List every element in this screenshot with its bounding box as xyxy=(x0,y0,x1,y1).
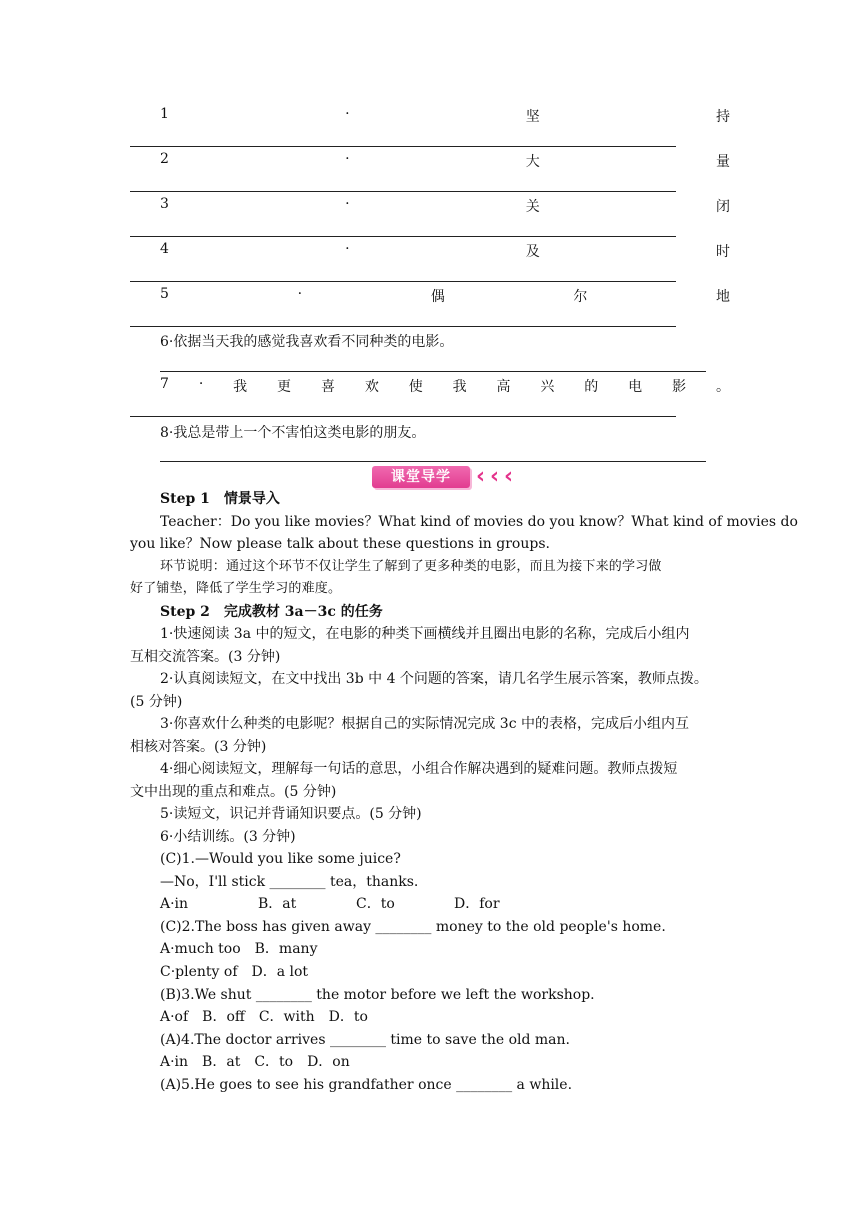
exercise-item-2 xyxy=(160,151,730,171)
option: D．for xyxy=(454,896,500,912)
exercise-item-4 xyxy=(160,241,730,261)
question-4-options: A·in B．at C．to D．on xyxy=(160,1054,350,1070)
teacher-line-1: Teacher：Do you like movies？What kind of movies do you know？What kind of movies do xyxy=(160,514,798,530)
question-3-options: A·of B．off C．with D．to xyxy=(160,1009,368,1025)
item-char: 坚 xyxy=(525,109,540,125)
task2-line-2: (5 分钟) xyxy=(130,694,183,710)
item-dot: · xyxy=(345,151,350,167)
item-char: 地 xyxy=(716,289,730,305)
answer-line xyxy=(130,326,676,327)
chevron-left-icon: ‹ xyxy=(504,464,514,489)
item-char: 7 xyxy=(160,376,169,392)
exercise-item-6: 6·依据当天我的感觉我喜欢看不同种类的电影。 xyxy=(160,334,454,350)
task2-line-1: 2·认真阅读短文，在文中找出 3b 中 4 个问题的答案，请几名学生展示答案，教师点拨。 xyxy=(160,671,708,687)
item-char: 时 xyxy=(715,244,730,260)
step2-title: Step 2 完成教材 3a－3c 的任务 xyxy=(160,604,383,620)
answer-line xyxy=(160,371,706,372)
question-1: (C)1.—Would you like some juice? xyxy=(160,851,401,867)
task1-line-2: 互相交流答案。(3 分钟) xyxy=(130,649,281,665)
item-char: 电 xyxy=(628,379,643,395)
section-banner xyxy=(372,464,522,490)
answer-line xyxy=(130,236,676,237)
item-dot: · xyxy=(345,196,350,212)
question-2: (C)2.The boss has given away ________ money to the old people's home. xyxy=(160,919,666,935)
chevron-left-icon: ‹ xyxy=(476,464,486,489)
option: C．to xyxy=(356,896,395,912)
item-char: 关 xyxy=(525,199,540,215)
exercise-item-8: 8·我总是带上一个不害怕这类电影的朋友。 xyxy=(160,425,426,441)
item-char: 高 xyxy=(496,379,511,395)
chevron-left-icon: ‹ xyxy=(490,464,500,489)
item-char: · xyxy=(198,376,204,392)
item-dot: · xyxy=(345,106,350,122)
item-char: 量 xyxy=(715,154,730,170)
item-dot: · xyxy=(297,286,303,302)
item-char: 的 xyxy=(584,379,599,395)
item-number: 2 xyxy=(160,151,169,167)
item-char: 。 xyxy=(715,379,730,395)
answer-line xyxy=(130,416,676,417)
answer-line xyxy=(130,281,676,282)
task5: 5·读短文，识记并背诵知识要点。(5 分钟) xyxy=(160,806,422,822)
item-char: 闭 xyxy=(715,199,730,215)
item-char: 使 xyxy=(408,379,423,395)
exercise-item-7 xyxy=(160,376,730,396)
task3-line-1: 3·你喜欢什么种类的电影呢？根据自己的实际情况完成 3c 中的表格，完成后小组内互 xyxy=(160,716,690,732)
item-char: 及 xyxy=(525,244,540,260)
answer-line xyxy=(130,191,676,192)
exercise-item-5 xyxy=(160,286,730,306)
item-char: 尔 xyxy=(573,289,588,305)
teacher-line-2: you like？Now please talk about these questions in groups. xyxy=(130,536,550,552)
item-number: 1 xyxy=(160,106,169,122)
exercise-item-3 xyxy=(160,196,730,216)
note-line-2: 好了铺垫，降低了学生学习的难度。 xyxy=(130,581,342,596)
item-char: 欢 xyxy=(364,379,379,395)
item-char: 更 xyxy=(277,379,292,395)
task4-line-1: 4·细心阅读短文，理解每一句话的意思，小组合作解决遇到的疑难问题。教师点拨短 xyxy=(160,761,678,777)
task4-line-2: 文中出现的重点和难点。(5 分钟) xyxy=(130,784,337,800)
item-char: 我 xyxy=(452,379,467,395)
option: B．at xyxy=(258,896,297,912)
question-1-reply: —No，I'll stick ________ tea，thanks. xyxy=(160,874,419,890)
item-char: 兴 xyxy=(540,379,555,395)
task6: 6·小结训练。(3 分钟) xyxy=(160,829,296,845)
item-char: 持 xyxy=(715,109,730,125)
item-char: 偶 xyxy=(430,289,445,305)
item-char: 大 xyxy=(525,154,540,170)
task1-line-1: 1·快速阅读 3a 中的短文，在电影的种类下画横线并且圈出电影的名称，完成后小组内 xyxy=(160,626,690,642)
banner-title: 课堂导学 xyxy=(391,469,451,485)
item-char: 我 xyxy=(233,379,248,395)
exercise-item-1 xyxy=(160,106,730,126)
item-number: 4 xyxy=(160,241,169,257)
note-line-1: 环节说明：通过这个环节不仅让学生了解到了更多种类的电影，而且为接下来的学习做 xyxy=(160,559,662,574)
step1-title: Step 1 情景导入 xyxy=(160,491,280,507)
question-5: (A)5.He goes to see his grandfather once ________ a while. xyxy=(160,1077,573,1093)
item-char: 喜 xyxy=(320,379,335,395)
question-2-options-2: C·plenty of D．a lot xyxy=(160,964,309,980)
option: A·in xyxy=(160,896,189,912)
question-4: (A)4.The doctor arrives ________ time to save the old man. xyxy=(160,1032,570,1048)
item-number: 3 xyxy=(160,196,169,212)
item-char: 影 xyxy=(672,379,687,395)
task3-line-2: 相核对答案。(3 分钟) xyxy=(130,739,267,755)
answer-line xyxy=(130,146,676,147)
question-2-options-1: A·much too B．many xyxy=(160,941,318,957)
item-dot: · xyxy=(345,241,350,257)
answer-line xyxy=(160,461,706,462)
item-number: 5 xyxy=(160,286,169,302)
question-3: (B)3.We shut ________ the motor before we left the workshop. xyxy=(160,987,595,1003)
